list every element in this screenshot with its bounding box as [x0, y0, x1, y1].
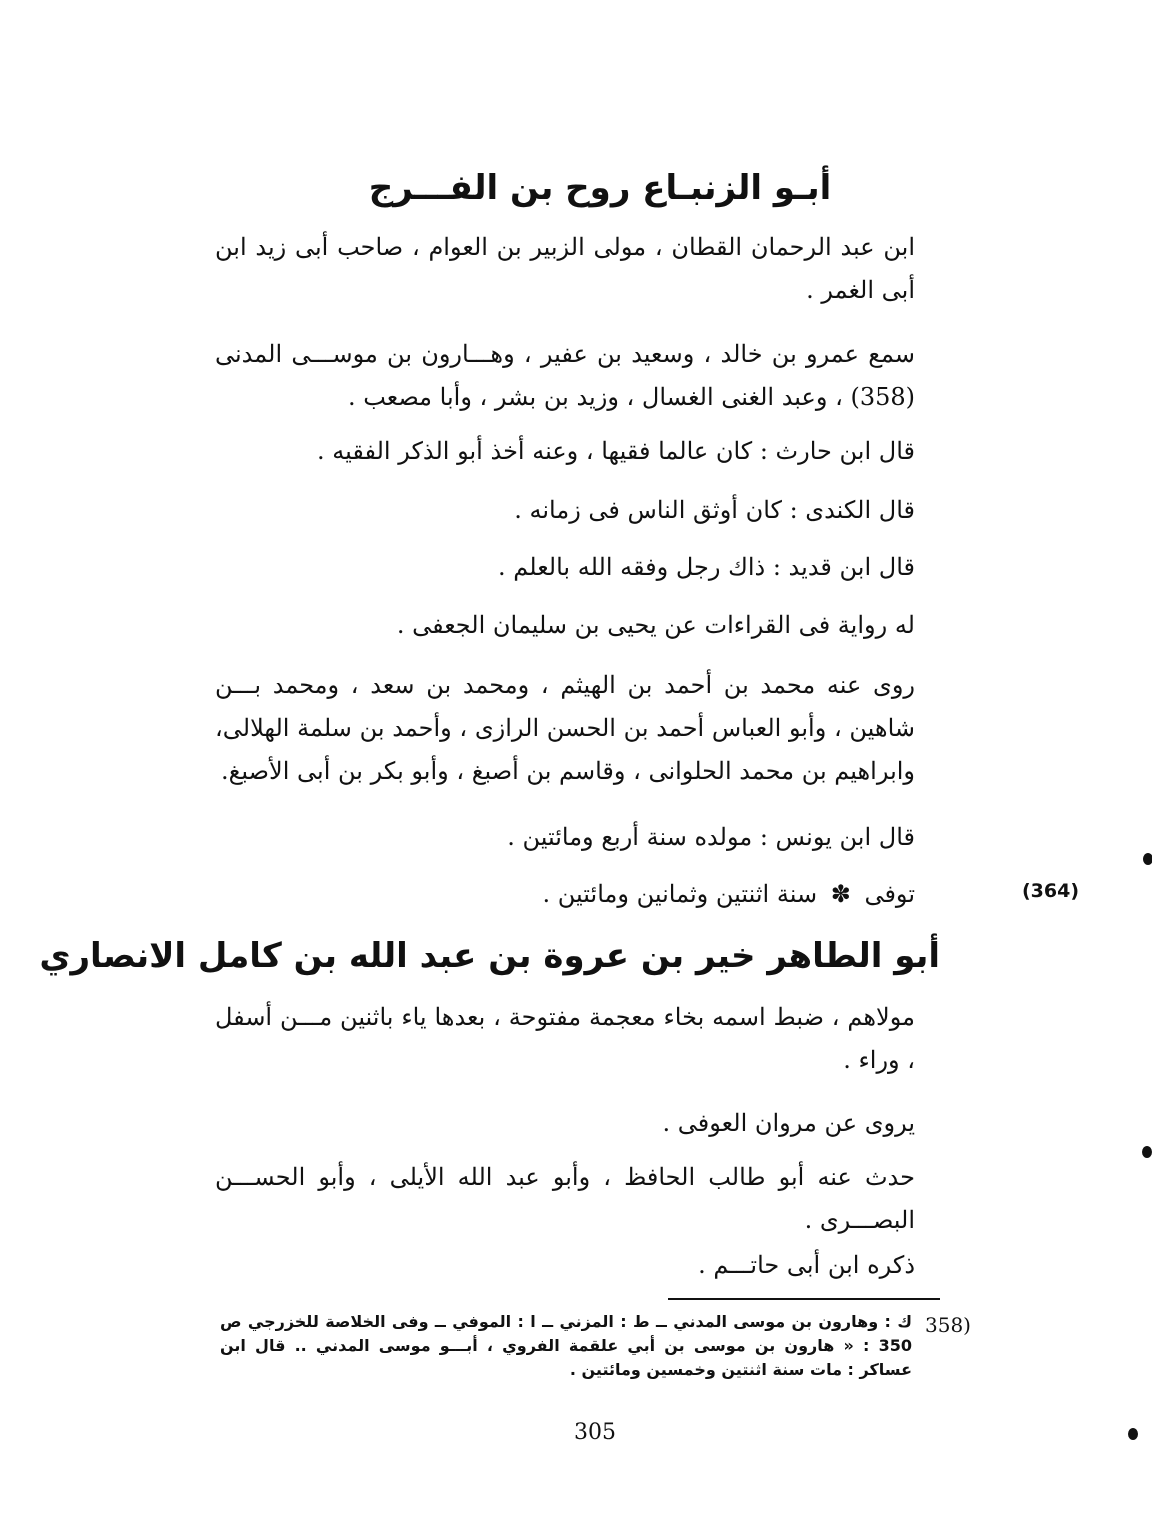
paragraph-intro — [215, 226, 970, 312]
paragraph-narrators — [215, 664, 970, 793]
paragraph-text: ابن عبد الرحمان القطان ، مولى الزبير بن العوام ، صاحب أبى زيد ابن أبى الغمر . — [215, 233, 915, 304]
death-year: سنة اثنتين وثمانين ومائتين . — [542, 880, 818, 908]
marginal-entry-number: (364) — [1022, 880, 1080, 902]
margin-dot-icon — [1128, 1428, 1138, 1440]
death-date-line — [215, 873, 915, 916]
paragraph-name-spelling — [215, 996, 970, 1082]
narration-note: له رواية فى القراءات عن يحيى بن سليمان الجعفى . — [396, 611, 915, 639]
paragraph-narrated-by — [215, 1156, 970, 1242]
footnote-divider — [668, 1298, 940, 1300]
narrates-from-line: يروى عن مروان العوفى . — [662, 1109, 915, 1137]
paragraph-heard-from — [215, 333, 970, 419]
quote-ibn-yunus: قال ابن يونس : مولده سنة أربع ومائتين . — [507, 823, 915, 851]
flower-ornament-icon: ✽ — [830, 880, 851, 908]
paragraph-text: حدث عنه أبو طالب الحافظ ، وأبو عبد الله الأيلى ، وأبو الحســـن البصـــرى . — [215, 1163, 915, 1234]
mentioned-by-line: ذكره ابن أبى حاتـــم . — [698, 1251, 915, 1279]
margin-dot-icon — [1143, 853, 1152, 865]
section-title-2: أبو الطاهر خير بن عروة بن عبد الله بن كامل الانصاري — [39, 936, 940, 976]
paragraph-text: مولاهم ، ضبط اسمه بخاء معجمة مفتوحة ، بعدها ياء باثنين مـــن أسفل ، وراء . — [215, 1003, 915, 1074]
page-number: 305 — [574, 1420, 616, 1445]
margin-dot-icon — [1142, 1146, 1152, 1158]
quote-al-kindi: قال الكندى : كان أوثق الناس فى زمانه . — [514, 496, 915, 524]
death-word: توفى — [864, 880, 915, 908]
paragraph-text: سمع عمرو بن خالد ، وسعيد بن عفير ، وهـــارون بن موســـى المدنى (358) ، وعبد الغنى الغسال ، وزيد بن بشر ، وأبا مصعب . — [215, 340, 915, 411]
footnote-text: ك : وهارون بن موسى المدني ــ ط : المزني ــ ا : الموفي ــ وفى الخلاصة للخزرجي ص 350 : « هارون بن موسى بن أبي علقمة الفروي ، أبـــو موسى المدني .. قال ابن عساكر : مات سنة اثنتين وخمسين ومائتين . — [220, 1312, 912, 1379]
quote-ibn-harith: قال ابن حارث : كان عالما فقيها ، وعنه أخذ أبو الذكر الفقيه . — [316, 437, 915, 465]
quote-ibn-qudayd: قال ابن قديد : ذاك رجل وفقه الله بالعلم . — [498, 553, 915, 581]
paragraph-text: روى عنه محمد بن أحمد بن الهيثم ، ومحمد بن سعد ، ومحمد بـــن شاهين ، وأبو العباس أحمد بن الحسن الرازى ، وأحمد بن سلمة الهلالى، وابراهيم بن محمد الحلوانى ، وقاسم بن أصبغ ، وأبو بكر بن أبى الأصبغ. — [215, 671, 915, 785]
footnote-number: 358) — [925, 1313, 971, 1337]
section-title-1: أبـو الزنبـاع روح بن الفـــرج — [368, 168, 832, 208]
